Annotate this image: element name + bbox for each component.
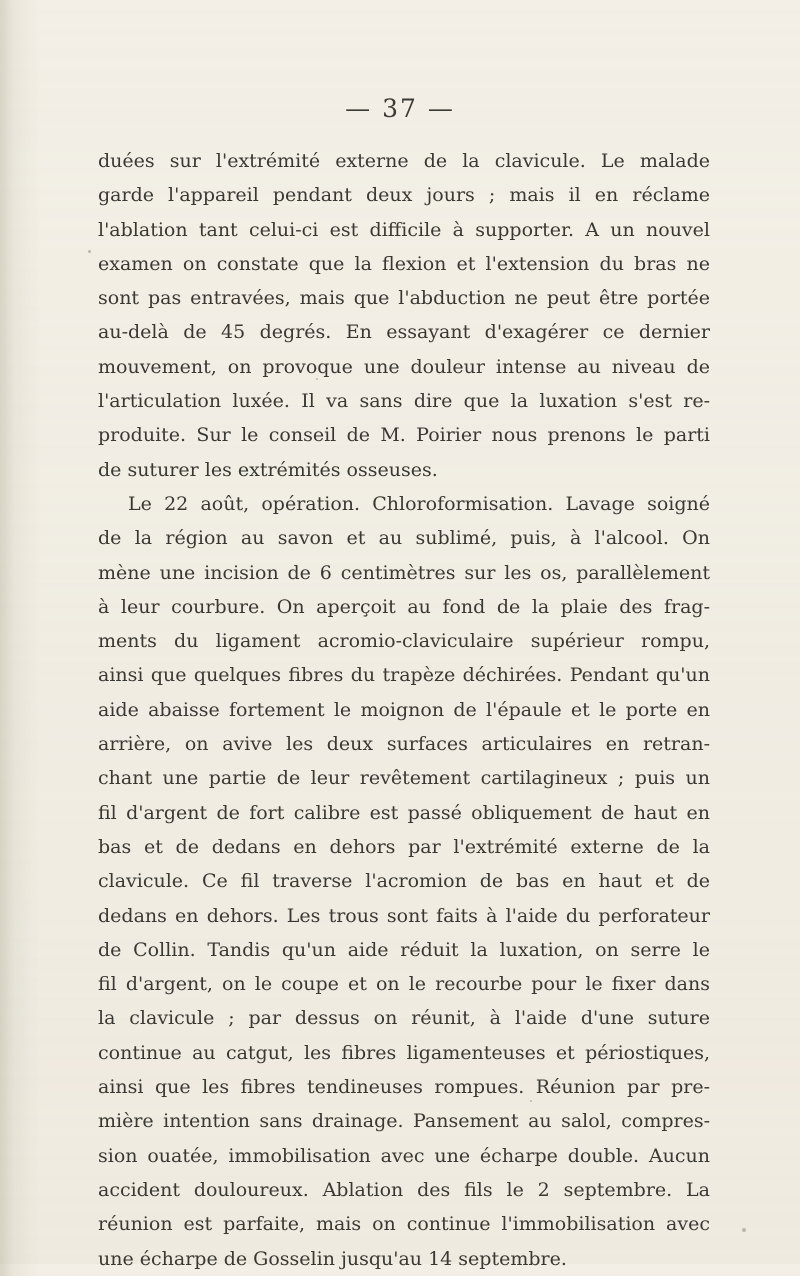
text-line: réunion est parfaite, mais on continue l'immobilisation avec [98,1213,710,1236]
text-line: ainsi que les fibres tendineuses rompues. Réunion par pre- [98,1076,710,1099]
page-number: — 37 — [345,94,455,123]
text-line: garde l'appareil pendant deux jours ; mais il en réclame [98,184,710,207]
text-line: sont pas entravées, mais que l'abduction ne peut être portée [98,287,710,310]
paper-speck [742,1228,746,1232]
text-line: mière intention sans drainage. Pansement au salol, compres- [98,1110,710,1133]
text-line: une écharpe de Gosselin jusqu'au 14 septembre. [98,1247,567,1270]
text-line: arrière, on avive les deux surfaces articulaires en retran- [98,733,710,756]
text-line: à leur courbure. On aperçoit au fond de la plaie des frag- [98,595,710,618]
text-line: de la région au savon et au sublimé, puis, à l'alcool. On [98,527,710,550]
text-line: l'ablation tant celui-ci est difficile à supporter. A un nouvel [98,218,710,241]
paper-speck [530,1100,532,1102]
text-line: ainsi que quelques fibres du trapèze déchirées. Pendant qu'un [98,664,710,687]
text-line: au-delà de 45 degrés. En essayant d'exagérer ce dernier [98,321,710,344]
paper-speck [316,378,318,380]
text-line: dedans en dehors. Les trous sont faits à l'aide du perforateur [98,904,710,927]
text-line: la clavicule ; par dessus on réunit, à l'aide d'une suture [98,1007,710,1030]
text-line: ments du ligament acromio-claviculaire supérieur rompu, [98,630,710,653]
text-line: mouvement, on provoque une douleur intense au niveau de [98,355,710,378]
paper-speck [210,404,213,407]
text-line: continue au catgut, les fibres ligamenteuses et périostiques, [98,1041,710,1064]
text-line: produite. Sur le conseil de M. Poirier nous prenons le parti [98,424,710,447]
text-line: chant une partie de leur revêtement cartilagineux ; puis un [98,767,710,790]
paragraph-first-line: Le 22 août, opération. Chloroformisation. Lavage soigné [128,492,710,515]
text-line: examen on constate que la flexion et l'extension du bras ne [98,252,710,275]
text-line: bas et de dedans en dehors par l'extrémité externe de la [98,835,710,858]
text-line: l'articulation luxée. Il va sans dire que la luxation s'est re- [98,390,710,413]
text-line: aide abaisse fortement le moignon de l'épaule et le porte en [98,698,710,721]
text-line: fil d'argent, on le coupe et on le recourbe pour le fixer dans [98,973,710,996]
text-line: accident douloureux. Ablation des fils le 2 septembre. La [98,1178,710,1201]
text-line: sion ouatée, immobilisation avec une écharpe double. Aucun [98,1144,710,1167]
text-line: de suturer les extrémités osseuses. [98,458,438,481]
text-line: de Collin. Tandis qu'un aide réduit la luxation, on serre le [98,938,710,961]
text-line: mène une incision de 6 centimètres sur les os, parallèlement [98,561,710,584]
text-line: clavicule. Ce fil traverse l'acromion de bas en haut et de [98,870,710,893]
text-line: duées sur l'extrémité externe de la clavicule. Le malade [98,150,710,172]
paper-speck [88,250,91,253]
text-line: fil d'argent de fort calibre est passé obliquement de haut en [98,801,710,824]
body-text [98,144,710,1276]
